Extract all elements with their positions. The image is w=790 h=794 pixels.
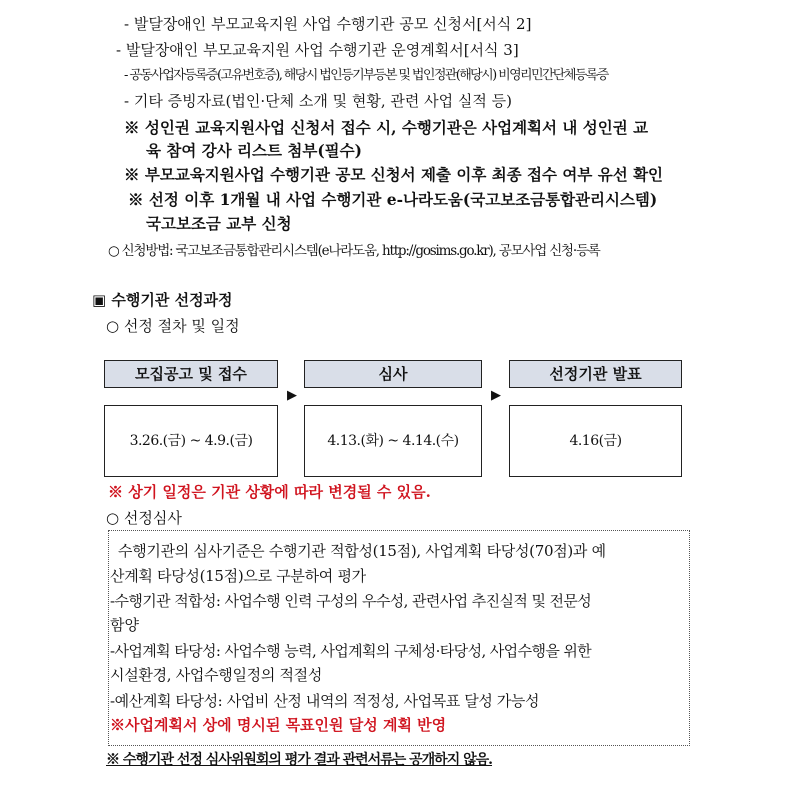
section-title: ▣ 수행기관 선정과정 <box>92 291 233 309</box>
step-head-recruit: 모집공고 및 접수 <box>104 360 278 388</box>
note-phone-confirm: ※ 부모교육지원사업 수행기관 공모 신청서 제출 이후 최종 접수 여부 유선 확인 <box>124 165 664 184</box>
criteria-plan-validity: -사업계획 타당성: 사업수행 능력, 사업계획의 구체성·타당성, 사업수행을 위한 <box>110 642 592 660</box>
item-other-evidence: - 기타 증빙자료(법인·단체 소개 및 현황, 관련 사업 실적 등) <box>124 92 513 110</box>
note-lecturer-list: ※ 성인권 교육지원사업 신청서 접수 시, 수행기관은 사업계획서 내 성인권 교 <box>124 118 649 137</box>
criteria-target-note: ※사업계획서 상에 명시된 목표인원 달성 계획 반영 <box>110 716 447 734</box>
item-registration-docs: - 공동사업자등록증(고유번호증), 해당시 법인등기부등본 및 법인정관(해당시) 비영리민간단체등록증 <box>124 68 608 83</box>
review-criteria-text: 수행기관의 심사기준은 수행기관 적합성(15점), 사업계획 타당성(70점)과 예 <box>118 542 606 560</box>
application-method: ○ 신청방법: 국고보조금통합관리시스템(e나라도움, http://gosims.go.kr), 공모사업 신청·등록 <box>108 243 600 259</box>
item-operation-plan: - 발달장애인 부모교육지원 사업 수행기관 운영계획서[서식 3] <box>116 41 519 59</box>
step-date-recruit: 3.26.(금) ~ 4.9.(금) <box>104 405 278 477</box>
arrow-icon: ▶ <box>491 388 501 403</box>
criteria-org-suitability-cont: 함양 <box>110 616 139 634</box>
step-date-review: 4.13.(화) ~ 4.14.(수) <box>304 405 482 477</box>
criteria-plan-validity-cont: 시설환경, 사업수행일정의 적절성 <box>110 666 323 684</box>
item-application-form: - 발달장애인 부모교육지원 사업 수행기관 공모 신청서[서식 2] <box>124 15 532 33</box>
note-enaradoum-cont: 국고보조금 교부 신청 <box>146 214 292 233</box>
note-lecturer-list-cont: 육 참여 강사 리스트 첨부(필수) <box>146 141 362 160</box>
note-enaradoum: ※ 선정 이후 1개월 내 사업 수행기관 e-나라도움(국고보조금통합관리시스템) <box>128 190 658 209</box>
criteria-budget-validity: -예산계획 타당성: 사업비 산정 내역의 적정성, 사업목표 달성 가능성 <box>110 692 540 710</box>
schedule-change-notice: ※ 상기 일정은 기관 상황에 따라 변경될 수 있음. <box>108 483 431 501</box>
subsection-schedule: ○ 선정 절차 및 일정 <box>106 317 240 335</box>
arrow-icon: ▶ <box>287 388 297 403</box>
review-criteria-text-cont: 산계획 타당성(15점)으로 구분하여 평가 <box>110 567 366 585</box>
footnote-confidential: ※ 수행기관 선정 심사위원회의 평가 결과 관련서류는 공개하지 않음. <box>106 752 493 768</box>
step-head-review: 심사 <box>304 360 482 388</box>
criteria-org-suitability: -수행기관 적합성: 사업수행 인력 구성의 우수성, 관련사업 추진실적 및 전문성 <box>110 592 592 610</box>
step-head-announce: 선정기관 발표 <box>509 360 682 388</box>
step-date-announce: 4.16(금) <box>509 405 682 477</box>
subsection-review: ○ 선정심사 <box>106 509 182 527</box>
